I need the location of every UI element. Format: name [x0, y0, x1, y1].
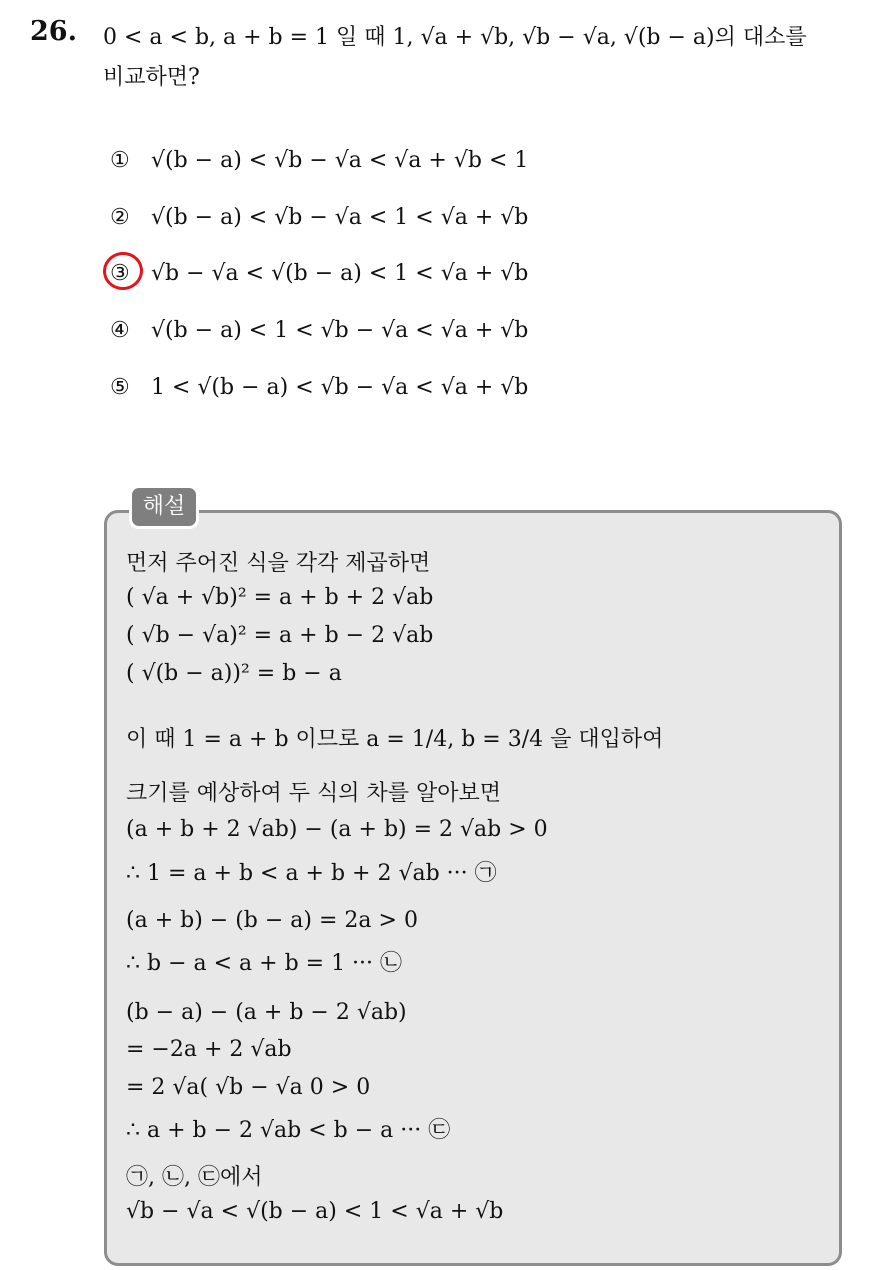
choice-5[interactable] — [110, 375, 528, 400]
choice-marker: ⑤ — [110, 375, 130, 400]
choice-marker: ① — [110, 148, 130, 173]
solution-line: (a + b + 2 √ab) − (a + b) = 2 √ab > 0 — [126, 817, 548, 842]
choice-3[interactable] — [110, 261, 528, 286]
solution-line: 이 때 1 = a + b 이므로 a = 1/4, b = 3/4 을 대입하여 — [126, 727, 664, 752]
question-text-line-2: 비교하면? — [103, 65, 200, 90]
solution-line: √b − √a < √(b − a) < 1 < √a + √b — [126, 1199, 504, 1224]
solution-line: (b − a) − (a + b − 2 √ab) — [126, 1000, 407, 1025]
solution-tag: 해설 — [129, 485, 199, 529]
solution-line: ( √a + √b)² = a + b + 2 √ab — [126, 585, 434, 610]
solution-line: ∴ a + b − 2 √ab < b − a ··· ㉢ — [126, 1118, 451, 1143]
question-text-line-1: 0 < a < b, a + b = 1 일 때 1, √a + √b, √b − √a, √(b − a)의 대소를 — [103, 25, 807, 50]
solution-line: ㉠, ㉡, ㉢에서 — [126, 1165, 263, 1190]
choice-2[interactable] — [110, 205, 528, 230]
choice-1[interactable] — [110, 148, 528, 173]
choice-text: √(b − a) < √b − √a < √a + √b < 1 — [151, 148, 529, 173]
question-number: 26. — [30, 16, 77, 47]
choice-text: 1 < √(b − a) < √b − √a < √a + √b — [151, 375, 529, 400]
solution-line: = −2a + 2 √ab — [126, 1037, 292, 1062]
solution-line: ∴ 1 = a + b < a + b + 2 √ab ··· ㉠ — [126, 861, 497, 886]
solution-line: (a + b) − (b − a) = 2a > 0 — [126, 908, 418, 933]
choice-marker: ② — [110, 205, 130, 230]
solution-line: ( √(b − a))² = b − a — [126, 661, 342, 686]
solution-line: ∴ b − a < a + b = 1 ··· ㉡ — [126, 951, 403, 976]
choice-4[interactable] — [110, 318, 528, 343]
choice-marker: ④ — [110, 318, 130, 343]
choice-text: √(b − a) < √b − √a < 1 < √a + √b — [151, 205, 529, 230]
solution-line: = 2 √a( √b − √a 0 > 0 — [126, 1075, 371, 1100]
selected-answer-circle — [101, 249, 146, 292]
choice-text: √(b − a) < 1 < √b − √a < √a + √b — [151, 318, 529, 343]
choice-marker: ③ — [110, 261, 130, 286]
choice-text: √b − √a < √(b − a) < 1 < √a + √b — [151, 261, 529, 286]
solution-line: ( √b − √a)² = a + b − 2 √ab — [126, 623, 434, 648]
solution-line: 먼저 주어진 식을 각각 제곱하면 — [126, 551, 431, 576]
solution-line: 크기를 예상하여 두 식의 차를 알아보면 — [126, 781, 501, 806]
